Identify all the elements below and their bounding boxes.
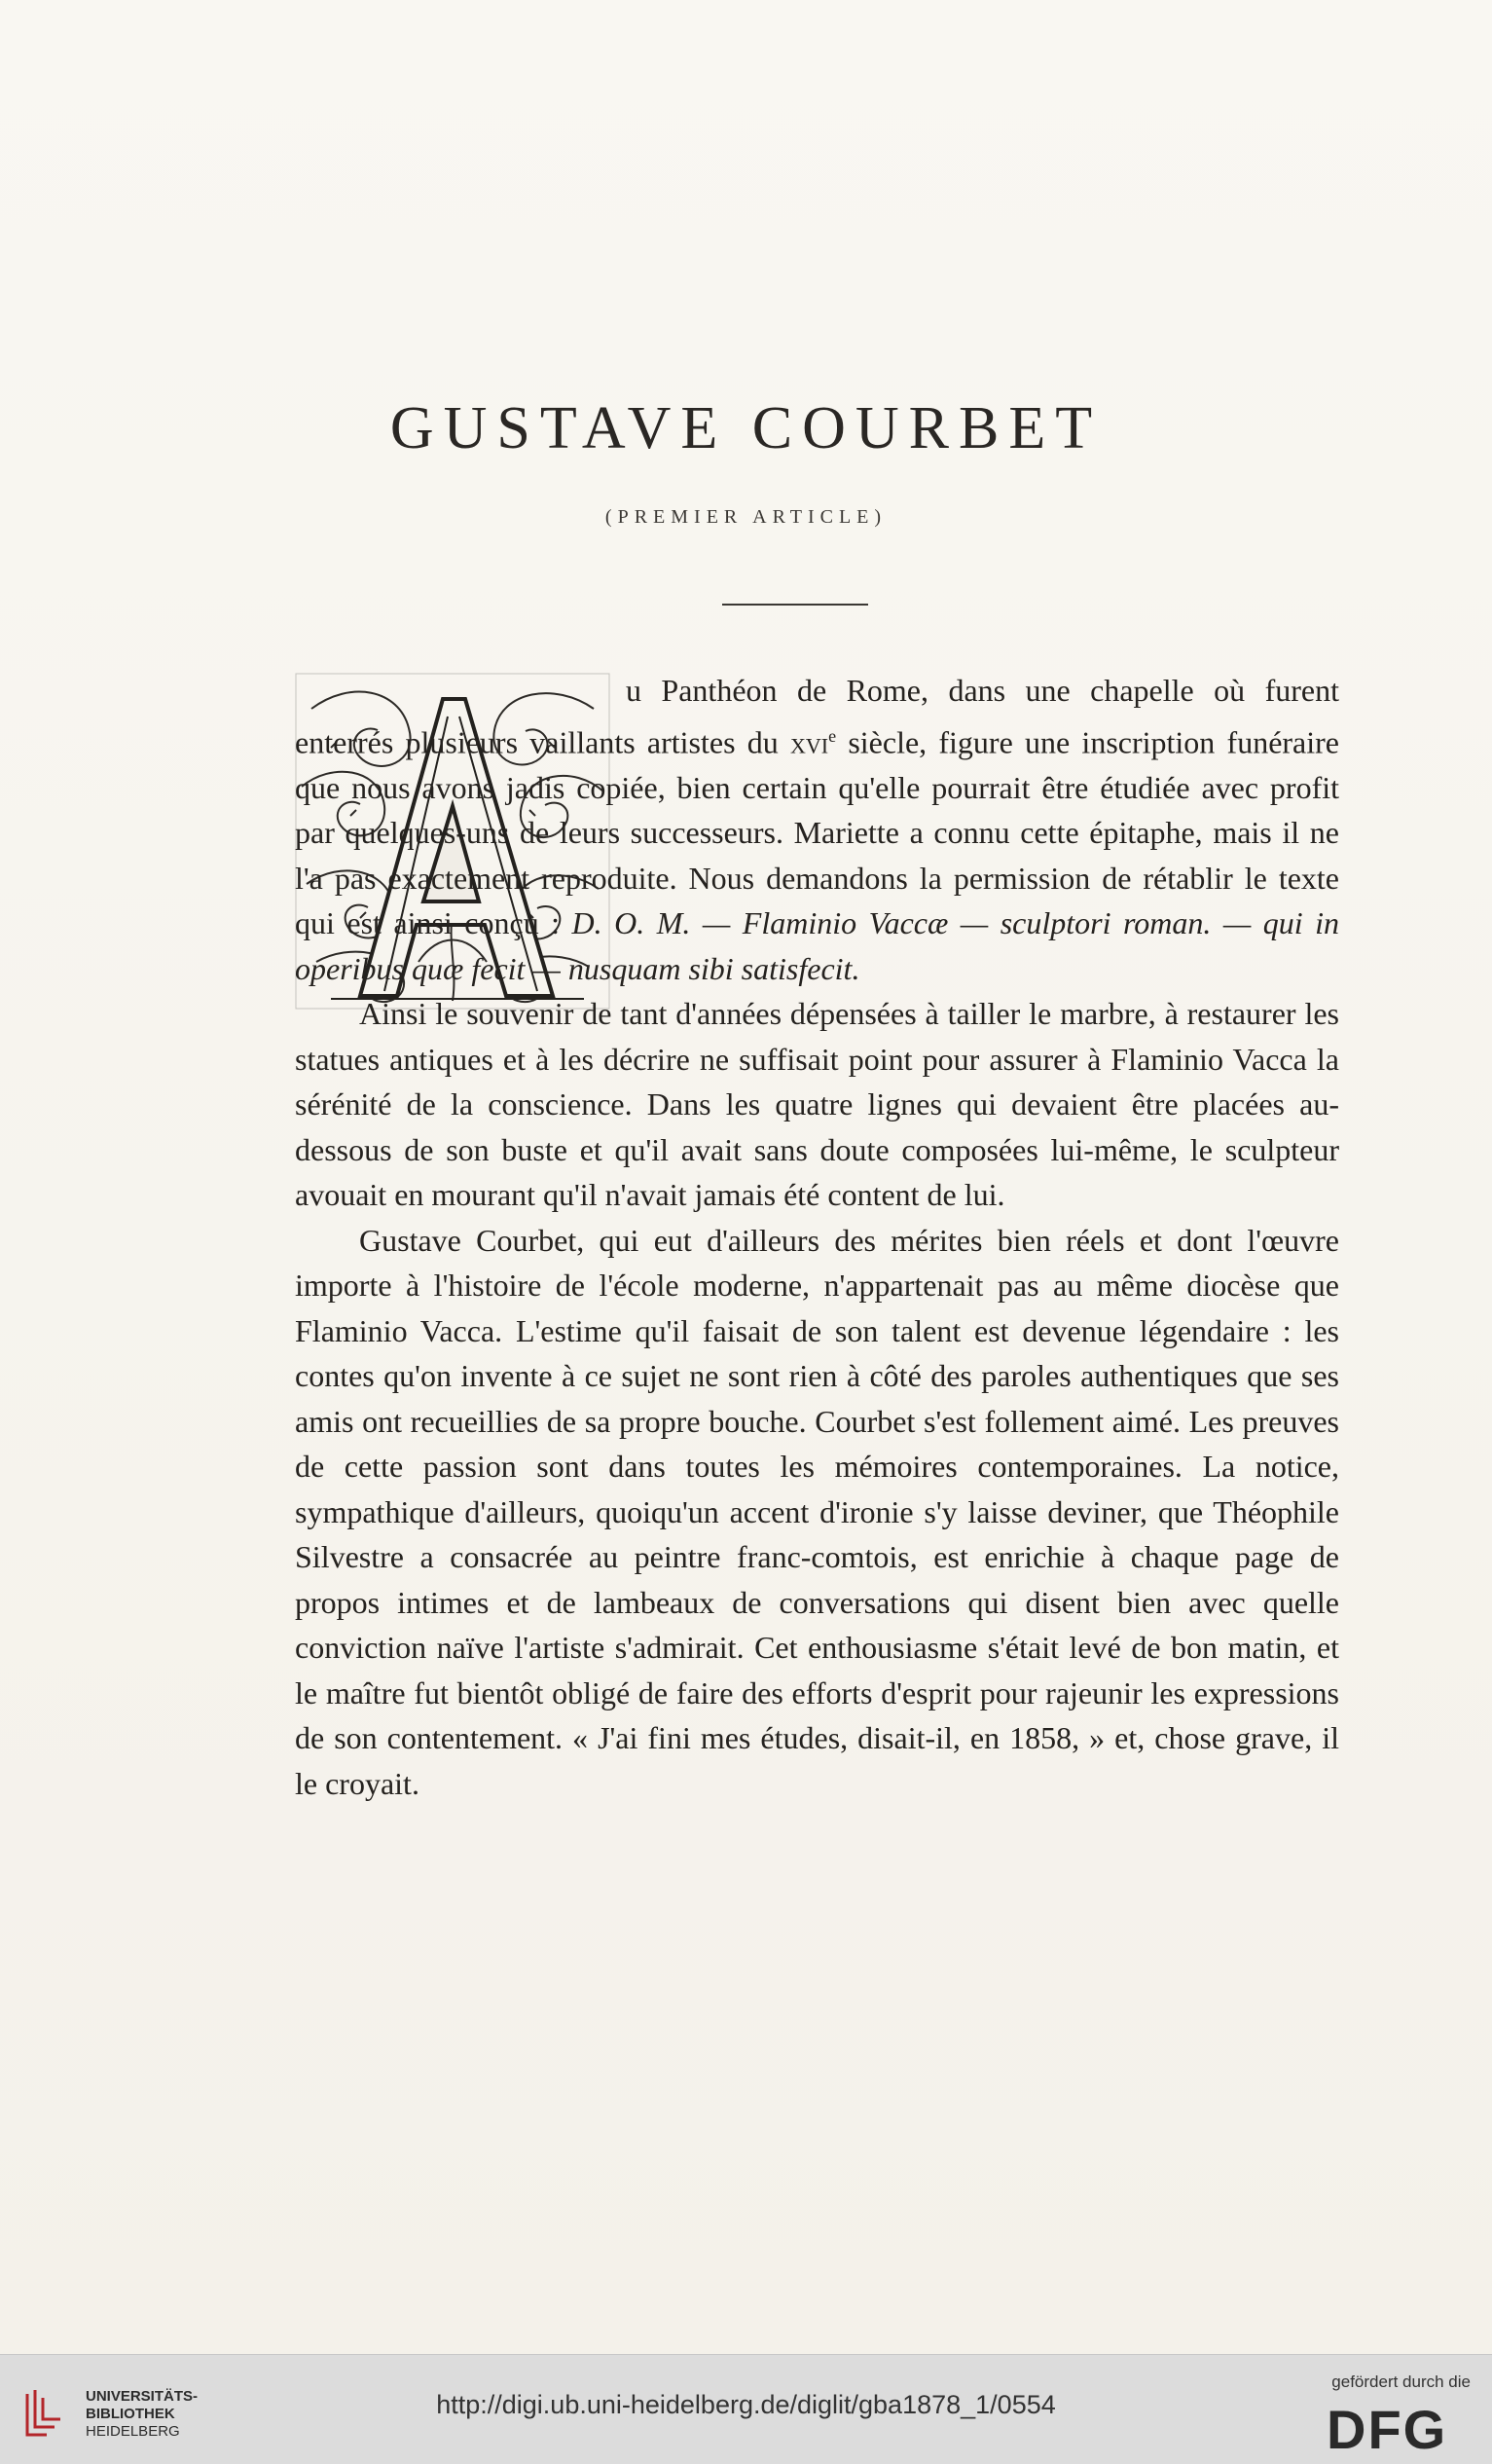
funding-note: gefördert durch die [1331, 2372, 1471, 2391]
library-name-line-3: HEIDELBERG [86, 2423, 180, 2440]
paragraph-1 [295, 668, 1339, 991]
article-subtitle: (PREMIER ARTICLE) [604, 506, 888, 528]
latin-inscription: D. O. M. — Flaminio Vaccæ — sculptori roman. — qui in operibus quæ fecit — nusquam sibi satisfecit. [295, 905, 1340, 986]
paragraph-3: Gustave Courbet, qui eut d'ailleurs des mérites bien réels et dont l'œuvre importe à l'histoire de l'école moderne, n'appartenait pas au même diocèse que Flaminio Vacca. L'estime qu'il faisait de son talent est devenue légendaire : les contes qu'on invente à ce sujet ne sont rien à côté des paroles authentiques que ses amis ont recueillies de sa propre bouche. Courbet s'est follement aimé. Les preuves de cette passion sont dans toutes les mémoires contemporaines. La notice, sympathique d'ailleurs, quoiqu'un accent d'ironie s'y laisse deviner, que Théophile Silvestre a consacrée au peintre franc-comtois, est enrichie à chaque page de propos intimes et de lambeaux de conversations qui disent bien avec quelle conviction naïve l'artiste s'admirait. Cet enthousiasme s'était levé de bon matin, et le maître fut bientôt obligé de faire des efforts d'esprit pour rajeunir les expressions de son contentement. « J'ai fini mes études, disait-il, en 1858, » et, chose grave, il le croyait. [295, 1222, 1339, 1801]
article-body [295, 668, 1339, 1806]
dfg-logo-icon[interactable] [1325, 2398, 1471, 2456]
article-title: GUSTAVE COURBET [389, 395, 1103, 461]
permalink-url[interactable]: http://digi.ub.uni-heidelberg.de/diglit/gba1878_1/0554 [436, 2390, 1056, 2419]
title-divider [722, 604, 868, 606]
library-name-line-2: BIBLIOTHEK [86, 2406, 175, 2422]
century-superscript: e [828, 725, 837, 746]
library-name-line-1: UNIVERSITÄTS- [86, 2388, 199, 2405]
century-numeral: xvi [789, 724, 829, 760]
paragraph-1-text-a: u Panthéon de Rome, dans une chapelle où furent enterrés plusieurs vaillants artistes du [295, 673, 1339, 760]
paragraph-2: Ainsi le souvenir de tant d'années dépensées à tailler le marbre, à restaurer les statues antiques et à les décrire ne suffisait point pour assurer à Flaminio Vacca la sérénité de la conscience. Dans les quatre lignes qui devaient être placées au-dessous de son buste et qu'il avait sans doute composées lui-même, le sculpteur avouait en mourant qu'il n'avait jamais été content de lui. [295, 996, 1339, 1213]
viewer-footer [0, 2354, 1492, 2464]
paragraph-1-text-b: siècle, figure une inscription funéraire que nous avons jadis copiée, bien certain qu'elle pourrait être étudiée avec profit par quelques-uns de leurs successeurs. Mariette a connu cette épitaphe, mais il ne l'a pas exactement reproduite. Nous demandons la permission de rétablir le texte qui est ainsi conçu : [295, 724, 1340, 941]
dfg-logo-text: DFG [1327, 2399, 1448, 2456]
